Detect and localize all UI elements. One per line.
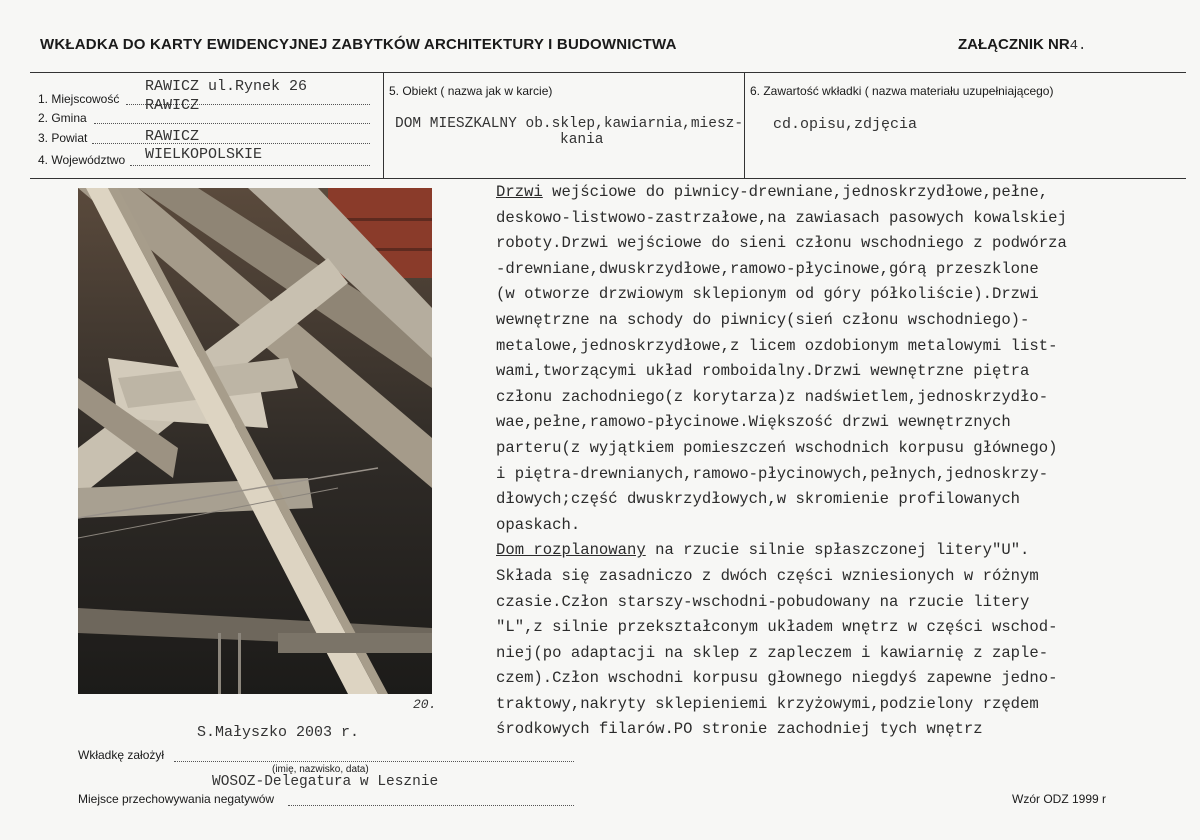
description-line-text: opaskach.	[496, 515, 581, 534]
description-line	[496, 206, 1186, 232]
miejscowosc-label: 1. Miejscowość	[38, 92, 120, 106]
description-line-text: czem).Człon wschodni korpusu głownego niegdyś zapewne jedno-	[496, 669, 1058, 688]
description-line-text: środkowych filarów.PO stronie zachodniej tych wnętrz	[496, 720, 983, 739]
gmina-value: RAWICZ	[145, 97, 200, 114]
description-line	[496, 385, 1186, 411]
description-line-text: metalowe,jednoskrzydłowe,z licem ozdobionym metalowymi list-	[496, 336, 1058, 355]
description-line	[496, 538, 1186, 564]
description-line-text: członu zachodniego(z korytarza)z nadświetlem,jednoskrzydło-	[496, 387, 1049, 406]
description-line-text: wami,tworzącymi układ romboidalny.Drzwi wewnętrzne piętra	[496, 362, 1030, 381]
photo-caption: S.Małyszko 2003 r.	[197, 724, 360, 741]
description-line	[496, 334, 1186, 360]
description-line-text: -drewniane,dwuskrzydłowe,ramowo-płycinowe,górą przeszklone	[496, 259, 1039, 278]
description-line-lead: Drzwi	[496, 183, 543, 201]
description-line-text: traktowy,nakryty sklepieniemi krzyżowymi,podzielony rzędem	[496, 694, 1039, 713]
wojewodztwo-value: WIELKOPOLSKIE	[145, 146, 263, 163]
description-line-lead: Dom rozplanowany	[496, 541, 646, 560]
description-line	[496, 231, 1186, 257]
zawartosc-label: 6. Zawartość wkładki ( nazwa materiału uzupełniającego)	[750, 84, 1054, 98]
description-line-text: wejściowe do piwnicy-drewniane,jednoskrzydłowe,pełne,	[542, 183, 1049, 201]
photo-number: 20.	[413, 697, 437, 712]
description-line-text: (w otworze drzwiowym sklepionym od góry półkoliście).Drzwi	[496, 285, 1039, 304]
description-line	[496, 282, 1186, 308]
description-line-text: deskowo-listwowo-zastrzałowe,na zawiasach pasowych kowalskiej	[496, 208, 1067, 227]
description-line-text: dłowych;część dwuskrzydłowych,w skromienie profilowanych	[496, 490, 1021, 509]
description-line	[496, 615, 1186, 641]
description-line-text: Składa się zasadniczo z dwóch części wzniesionych w różnym	[496, 566, 1039, 585]
zawartosc-value: cd.opisu,zdjęcia	[773, 116, 918, 133]
description-line	[496, 359, 1186, 385]
obiekt-value-line2: kania	[560, 132, 604, 148]
description-line-text: i piętra-drewnianych,ramowo-płycinowych,pełnych,jednoskrzy-	[496, 464, 1049, 483]
annex-label	[958, 36, 1086, 54]
description-line-text: "L",z silnie przekształconym układem wnętrz w części wschod-	[496, 618, 1058, 637]
description-line	[496, 180, 1186, 206]
attic-roof-truss-photo	[78, 188, 432, 694]
wojewodztwo-label: 4. Województwo	[38, 153, 126, 167]
description-line-text: parteru(z wyjątkiem pomieszczeń wschodnich korpusu głównego)	[496, 438, 1058, 457]
zalozyl-hint: (imię, nazwisko, data)	[272, 764, 369, 775]
annex-label-text: ZAŁĄCZNIK NR	[958, 36, 1070, 53]
powiat-value: RAWICZ	[145, 128, 200, 145]
box-divider-1	[383, 72, 384, 178]
description-line	[496, 564, 1186, 590]
description-line-text: czasie.Człon starszy-wschodni-pobudowany na rzucie litery	[496, 592, 1030, 611]
description-line	[496, 487, 1186, 513]
powiat-label: 3. Powiat	[38, 131, 88, 145]
description-line	[496, 641, 1186, 667]
roof-beams-illustration	[78, 188, 432, 694]
description-line	[496, 666, 1186, 692]
box-top-line	[30, 72, 1186, 73]
description-line	[496, 308, 1186, 334]
obiekt-label: 5. Obiekt ( nazwa jak w karcie)	[389, 84, 553, 98]
box-bottom-line	[30, 178, 1186, 179]
wzor-label: Wzór ODZ 1999 r	[1012, 792, 1107, 806]
description-line	[496, 717, 1186, 743]
description-line-text: niej(po adaptacji na sklep z zapleczem i kawiarnię z zaple-	[496, 643, 1049, 662]
description-line-text: na rzucie silnie spłaszczonej litery"U".	[645, 541, 1030, 560]
przechowywanie-value: WOSOZ-Delegatura w Lesznie	[212, 774, 439, 790]
description-line-text: wae,pełne,ramowo-płycinowe.Większość drzwi wewnętrznych	[496, 413, 1011, 432]
description-line	[496, 692, 1186, 718]
description-line	[496, 590, 1186, 616]
zalozyl-label: Wkładkę założył	[78, 748, 165, 762]
description-line-text: wewnętrzne na schody do piwnicy(sień członu wschodniego)-	[496, 310, 1030, 329]
description-line	[496, 462, 1186, 488]
przechowywanie-label: Miejsce przechowywania negatywów	[78, 792, 275, 806]
description-line	[496, 513, 1186, 539]
miejscowosc-value: RAWICZ ul.Rynek 26	[145, 78, 308, 95]
description-line	[496, 436, 1186, 462]
description-text	[496, 180, 1186, 743]
form-title: WKŁADKA DO KARTY EWIDENCYJNEJ ZABYTKÓW ARCHITEKTURY I BUDOWNICTWA	[40, 36, 677, 53]
description-line	[496, 257, 1186, 283]
gmina-label: 2. Gmina	[38, 111, 87, 125]
obiekt-value-line1: DOM MIESZKALNY ob.sklep,kawiarnia,miesz-	[395, 116, 744, 132]
description-line-text: roboty.Drzwi wejściowe do sieni członu wschodniego z podwórza	[496, 234, 1067, 253]
description-line	[496, 410, 1186, 436]
annex-number: 4.	[1069, 38, 1087, 54]
box-divider-2	[744, 72, 745, 178]
